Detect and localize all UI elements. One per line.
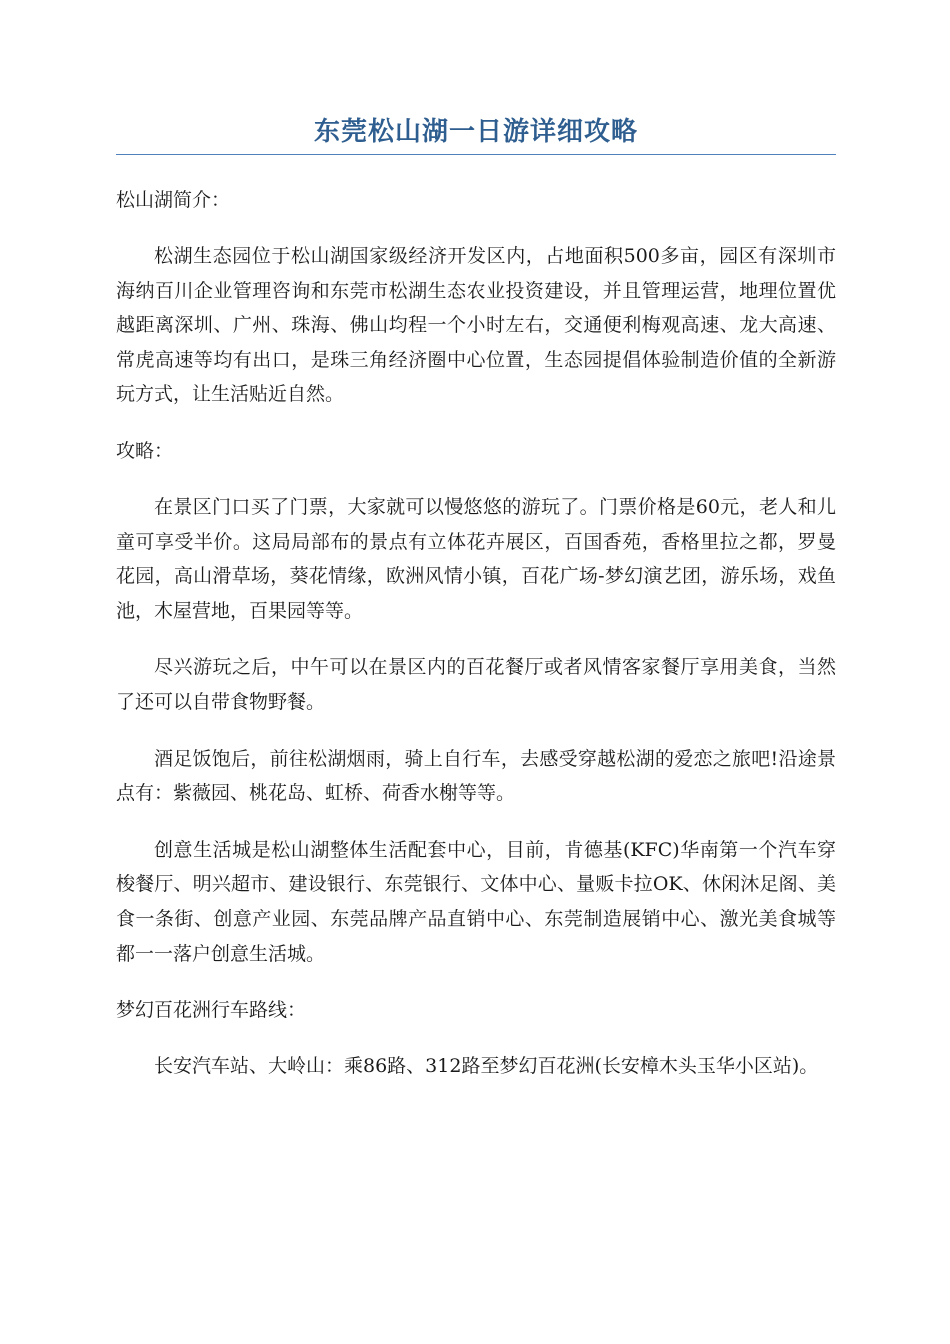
- title-underline: [116, 154, 836, 155]
- paragraph-lunch: 尽兴游玩之后，中午可以在景区内的百花餐厅或者风情客家餐厅享用美食，当然了还可以自带食物野餐。: [116, 656, 836, 713]
- paragraph-cycling: 酒足饭饱后，前往松湖烟雨，骑上自行车，去感受穿越松湖的爱恋之旅吧!沿途景点有：紫薇园、桃花岛、虹桥、荷香水榭等等。: [116, 747, 836, 805]
- paragraph-creative-city: 创意生活城是松山湖整体生活配套中心，目前，肯德基(KFC)华南第一个汽车穿梭餐厅、明兴超市、建设银行、东莞银行、文体中心、量贩卡拉OK、休闲沐足阁、美食一条街、创意产业园、东莞品牌产品直销中心、东莞制造展销中心、激光美食城等都一一落户创意生活城。: [116, 838, 836, 965]
- paragraph-intro: 松湖生态园位于松山湖国家级经济开发区内，占地面积500多亩，园区有深圳市海纳百川企业管理咨询和东莞市松湖生态农业投资建设，并且管理运营，地理位置优越距离深圳、广州、珠海、佛山均程一个小时左右，交通便利梅观高速、龙大高速、常虎高速等均有出口，是珠三角经济圈中心位置，生态园提倡体验制造价值的全新游玩方式，让生活贴近自然。: [116, 245, 836, 406]
- section-heading-route: 梦幻百花洲行车路线：: [116, 999, 307, 1022]
- paragraph-route: 长安汽车站、大岭山：乘86路、312路至梦幻百花洲(长安樟木头玉华小区站)。: [154, 1055, 819, 1078]
- document-title: 东莞松山湖一日游详细攻略: [313, 117, 638, 147]
- section-heading-intro: 松山湖简介：: [116, 189, 231, 211]
- paragraph-tickets: 在景区门口买了门票，大家就可以慢悠悠的游玩了。门票价格是60元，老人和儿童可享受半价。这局局部布的景点有立体花卉展区，百国香苑，香格里拉之都，罗曼花园，高山滑草场，葵花情缘，欧洲风情小镇，百花广场-梦幻演艺团，游乐场，戏鱼池，木屋营地，百果园等等。: [116, 495, 836, 622]
- section-heading-guide: 攻略：: [116, 439, 174, 462]
- document-page: [116, 112, 836, 1106]
